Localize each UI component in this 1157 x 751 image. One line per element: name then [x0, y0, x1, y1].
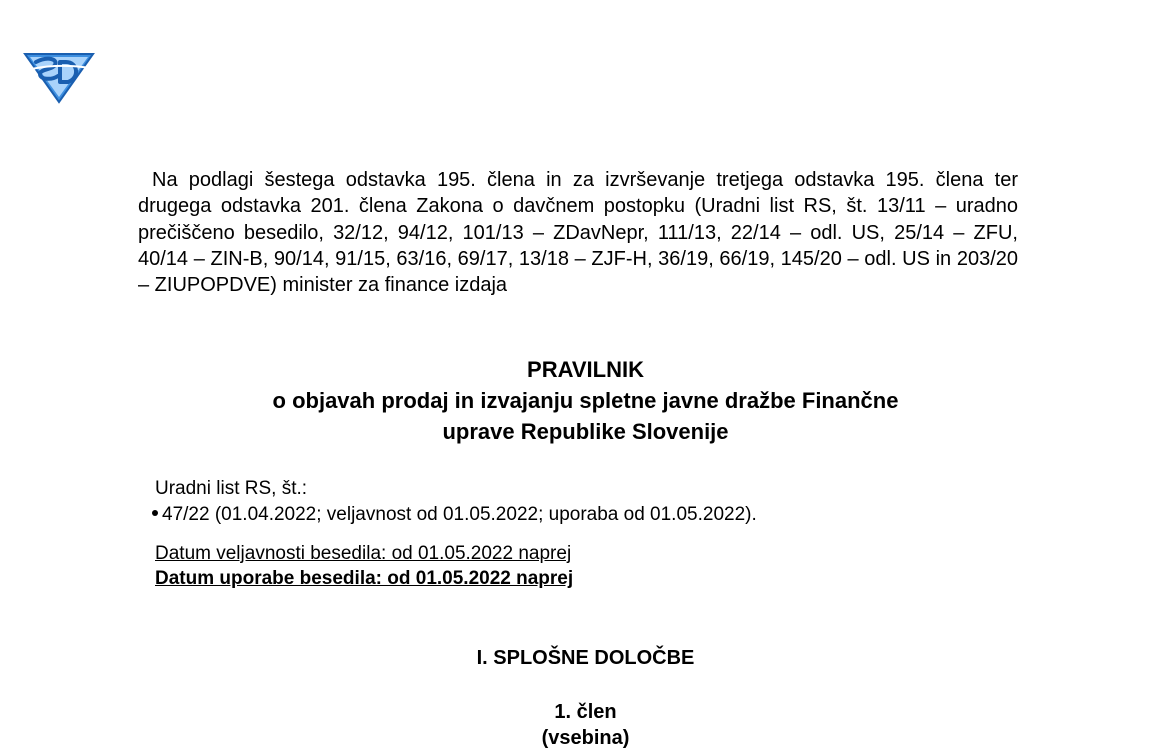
intro-paragraph: Na podlagi šestega odstavka 195. člena in za izvrševanje tretjega odstavka 195. člena ter drugega odstavka 201. člena Zakona o davčnem postopku (Uradni list RS, št. 13/11 – uradno prečiščeno besedilo, 32/12, 94/12, 101/13 – ZDavNepr, 111/13, 22/14 – odl. US, 25/14 – ZFU, 40/14 – ZIN-B, 90/14, 91/15, 63/16, 69/17, 13/18 – ZJF-H, 36/19, 66/19, 145/20 – odl. US in 203/20 – ZIUPOPDVE) minister za finance izdaja	[138, 169, 1018, 297]
usage-date-link[interactable]: Datum uporabe besedila: od 01.05.2022 naprej	[155, 568, 574, 589]
title-line-3: uprave Republike Slovenije	[442, 419, 729, 444]
title-line-2: o objavah prodaj in izvajanju spletne javne dražbe Finančne	[272, 388, 899, 413]
gazette-list-item	[152, 502, 757, 528]
section-title: I. SPLOŠNE DOLOČBE	[476, 647, 695, 669]
bullet-icon	[152, 510, 158, 516]
sd-logo-icon	[22, 48, 96, 104]
article-number: 1. člen	[554, 701, 617, 723]
title-line-1: PRAVILNIK	[527, 357, 644, 382]
gazette-item-text: 47/22 (01.04.2022; veljavnost od 01.05.2022; uporaba od 01.05.2022).	[162, 504, 757, 525]
article-subject: (vsebina)	[541, 727, 630, 749]
document-title	[138, 354, 1033, 447]
gazette-label: Uradni list RS, št.:	[155, 478, 308, 499]
validity-date-link[interactable]: Datum veljavnosti besedila: od 01.05.2022 naprej	[155, 543, 572, 564]
